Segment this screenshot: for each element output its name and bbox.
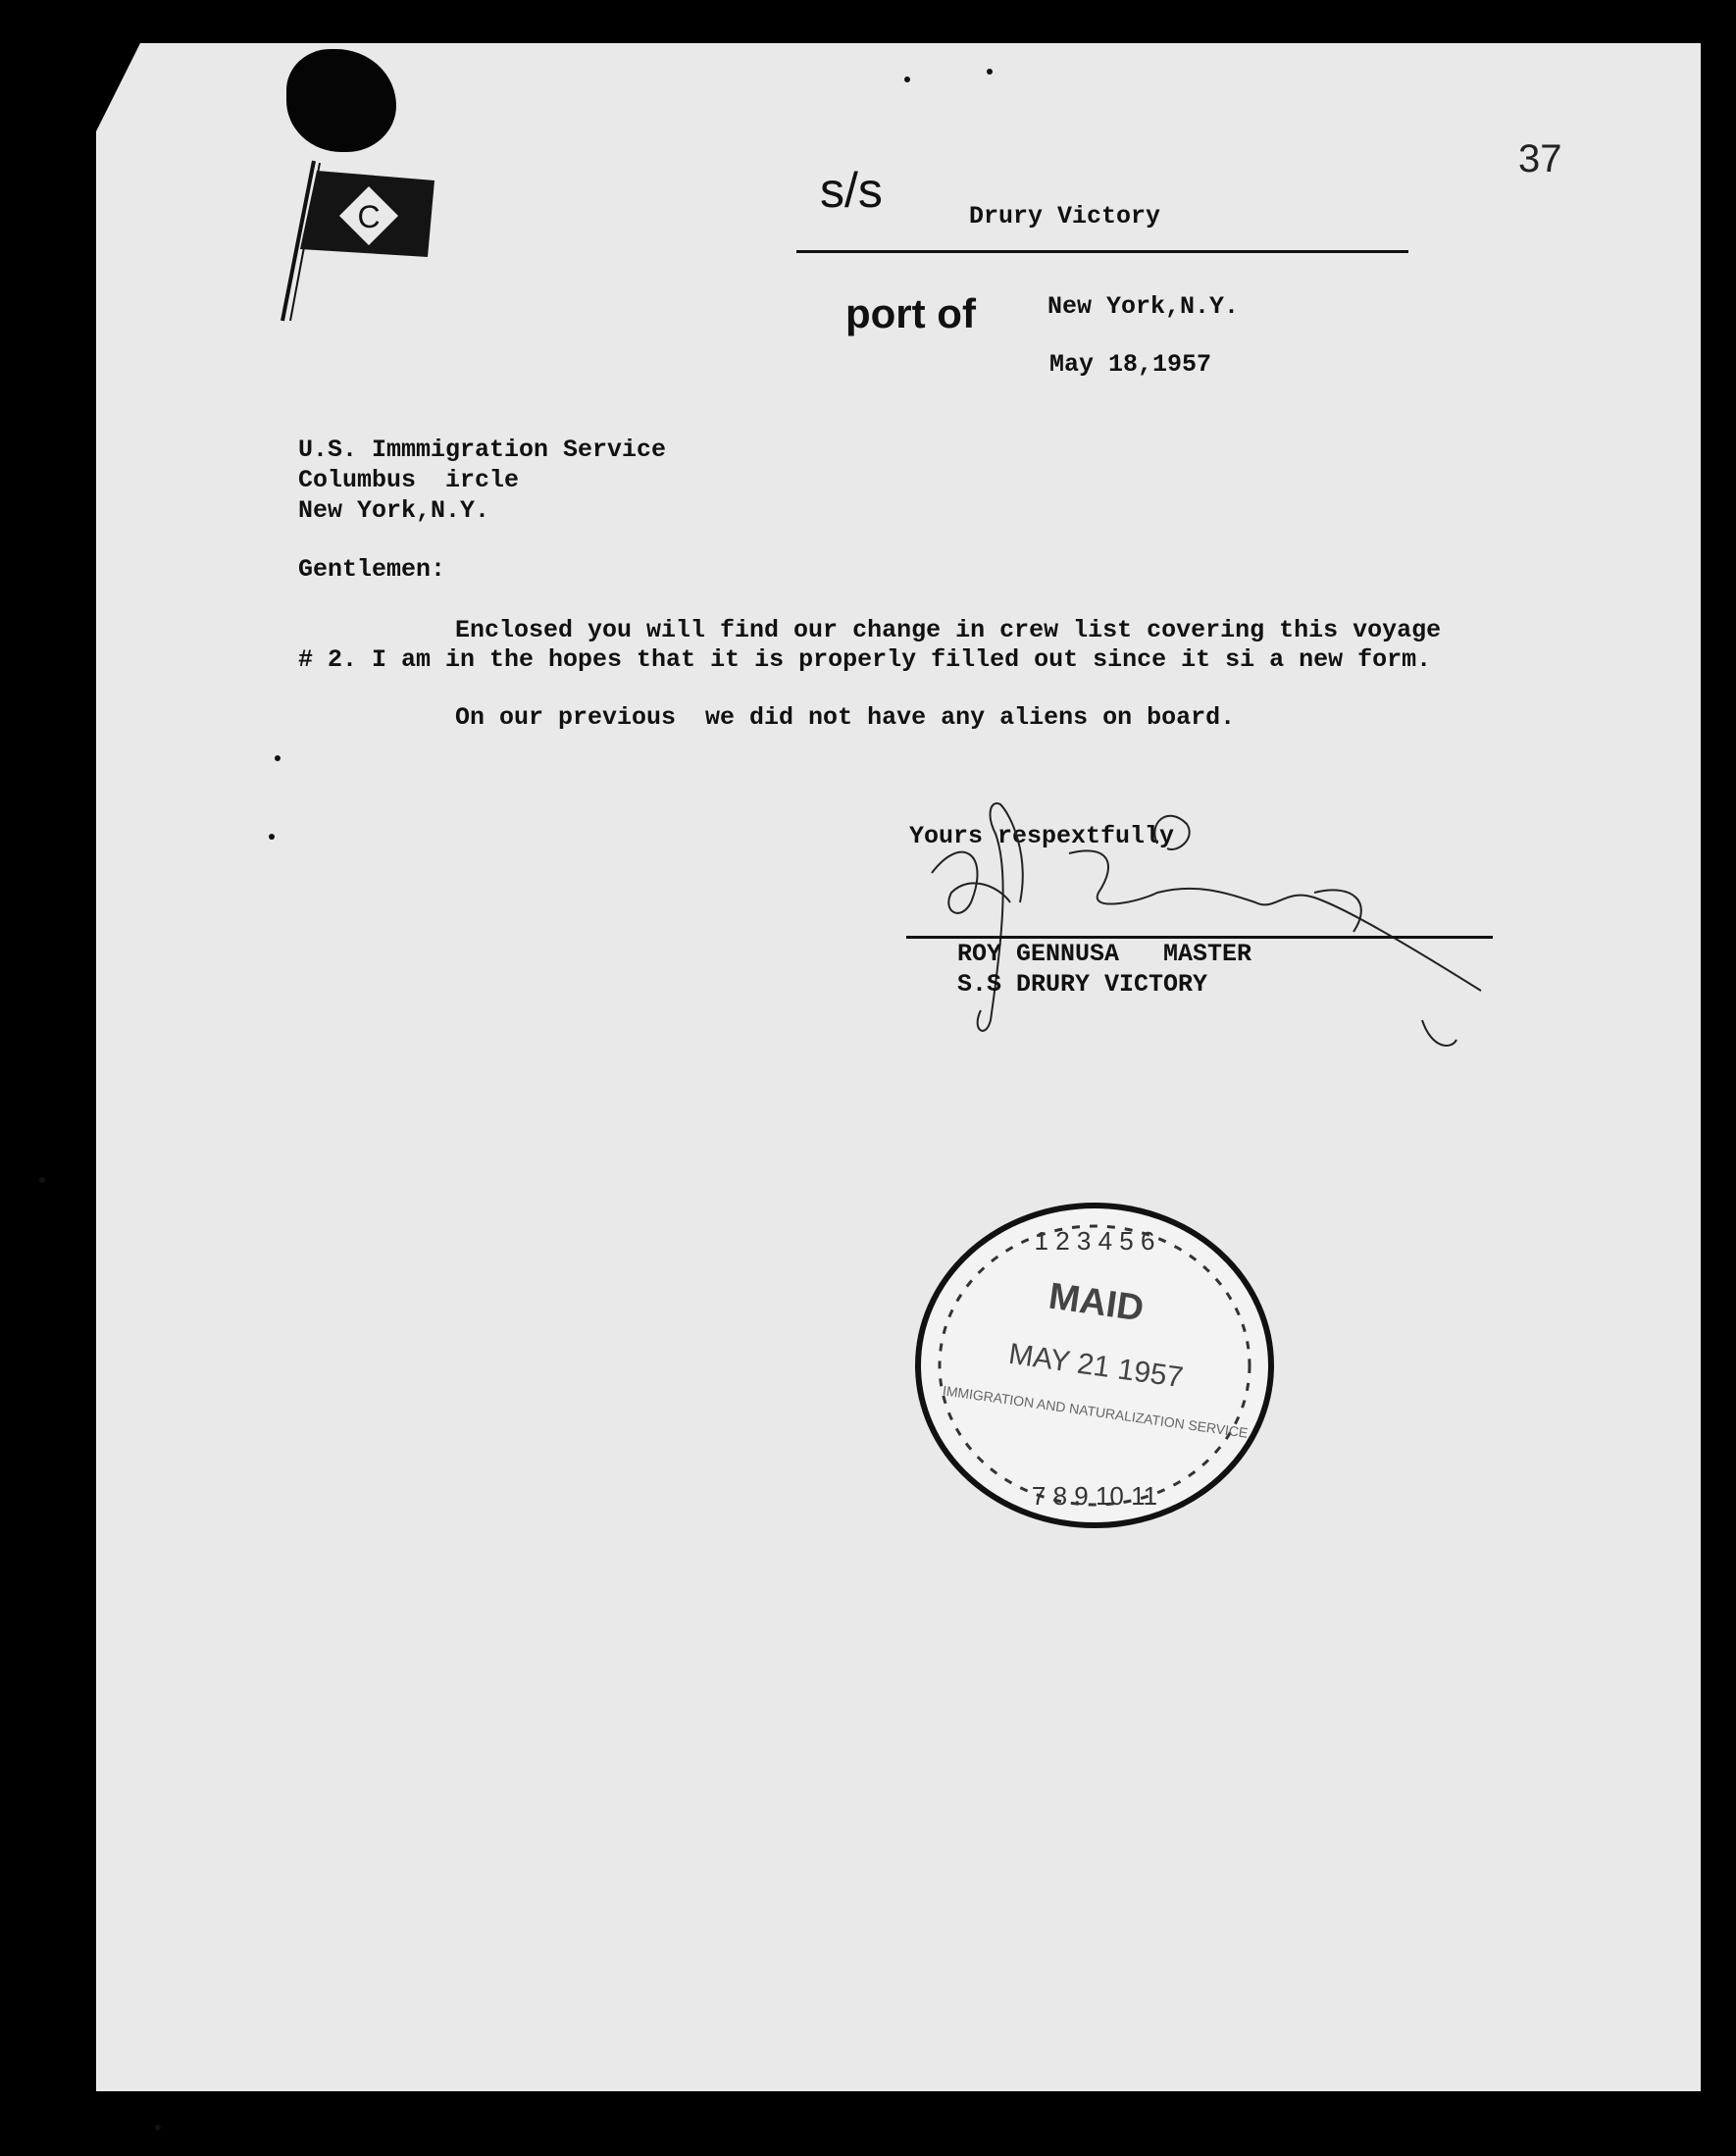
- stamp-date: MAY 21 1957: [1006, 1337, 1186, 1395]
- signer-name: ROY GENNUSA MASTER: [957, 940, 1252, 968]
- flag-letter: C: [357, 199, 381, 234]
- ship-name: Drury Victory: [969, 202, 1161, 231]
- letter-sheet: [96, 43, 1701, 2091]
- company-flag-logo: [273, 159, 439, 326]
- body-line-1: Enclosed you will find our change in crew list covering this voyage: [455, 616, 1442, 644]
- recipient-line-2: Columbus ircle: [298, 466, 520, 494]
- handwritten-signature: [902, 795, 1491, 1050]
- scan-speck: [275, 755, 281, 761]
- scan-speck: [39, 1177, 45, 1183]
- stamp-word: MAID: [1046, 1275, 1147, 1330]
- letter-date: May 18,1957: [1049, 350, 1212, 379]
- body-line-3: On our previous we did not have any aliens on board.: [455, 703, 1236, 732]
- ss-label: s/s: [820, 163, 883, 218]
- scan-speck: [987, 69, 993, 75]
- scan-speck: [269, 834, 275, 840]
- stamp-agency: IMMIGRATION AND NATURALIZATION SERVICE: [942, 1382, 1250, 1441]
- svg-text:1 2 3 4 5 6: 1 2 3 4 5 6: [1034, 1226, 1155, 1256]
- received-stamp: [912, 1199, 1277, 1532]
- closing: Yours respextfully: [909, 822, 1175, 850]
- port-label: port of: [845, 290, 976, 336]
- recipient-line-3: New York,N.Y.: [298, 496, 490, 525]
- port-name: New York,N.Y.: [1047, 292, 1240, 321]
- page-number: 37: [1518, 137, 1562, 180]
- salutation: Gentlemen:: [298, 555, 446, 584]
- body-line-2: # 2. I am in the hopes that it is properly filled out since it si a new form.: [298, 645, 1432, 674]
- scan-speck: [155, 2125, 161, 2130]
- letterhead-rule: [796, 250, 1408, 253]
- scan-speck: [904, 77, 910, 82]
- signature-rule: [906, 936, 1493, 939]
- recipient-line-1: U.S. Immmigration Service: [298, 436, 667, 464]
- svg-text:7 8 9 10 11: 7 8 9 10 11: [1031, 1481, 1158, 1511]
- signer-ship: S.S DRURY VICTORY: [957, 970, 1208, 999]
